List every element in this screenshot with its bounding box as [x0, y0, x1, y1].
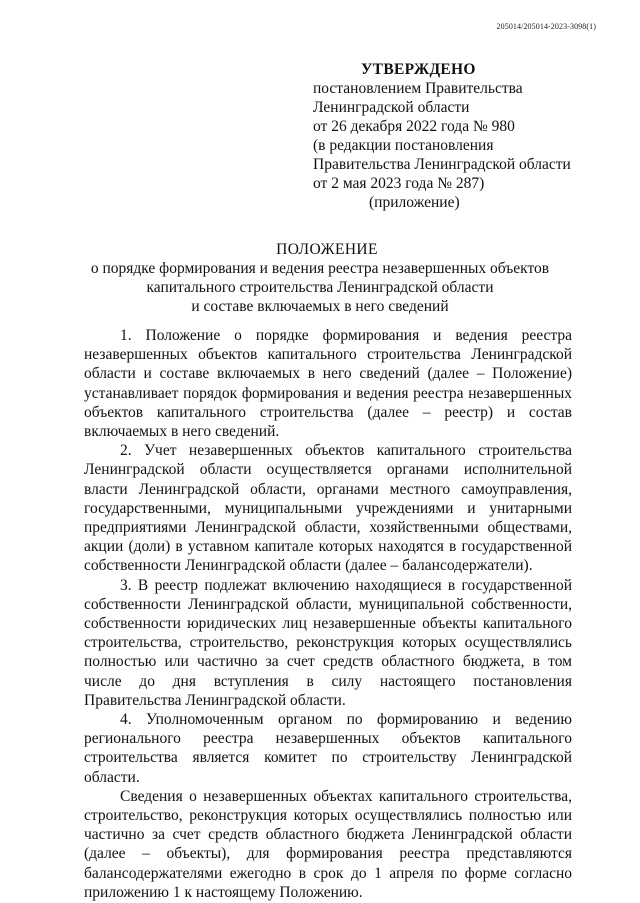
- approval-line: Ленинградской области: [313, 99, 470, 116]
- approval-line: от 2 мая 2023 года № 287): [313, 175, 485, 192]
- paragraph-4: 4. Уполномоченным органом по формированию и ведению регионального реестра незавершенных объектов капитального строительства является комитет по строительству Ленинградской области.: [84, 711, 572, 786]
- paragraph-5: Сведения о незавершенных объектах капитального строительства, строительство, реконструкция которых осуществлялись полностью или частично за счет средств областного бюджета Ленинградской области (далее – объекты), для формирования реестра представляются балансодержателями ежегодно в срок до 1 апреля по форме согласно приложению 1 к настоящему Положению.: [84, 787, 572, 901]
- approval-heading: УТВЕРЖДЕНО: [361, 61, 476, 78]
- document-id: 205014/205014-2023-3098(1): [496, 22, 596, 31]
- paragraph-1: 1. Положение о порядке формирования и ведения реестра незавершенных объектов капитального строительства Ленинградской области и составе включаемых в него сведений (далее – Положение) устанавливает порядок формирования и ведения реестра незавершенных объектов капитального строительства (далее – реестр) и состав включаемых в него сведений.: [84, 327, 572, 441]
- document-body: [84, 326, 572, 902]
- paragraph-3: 3. В реестр подлежат включению находящиеся в государственной собственности Ленинградской области, муниципальной собственности, собственности юридических лиц незавершенные объекты капитального строительства, строительство, реконструкция которых осуществлялись полностью или частично за счет средств областного бюджета, в том числе до дня вступления в силу настоящего постановления Правительства Ленинградской области.: [84, 576, 572, 709]
- approval-line: от 26 декабря 2022 года № 980: [313, 118, 515, 135]
- title-subline: о порядке формирования и ведения реестра незавершенных объектов: [90, 260, 550, 277]
- title-main: ПОЛОЖЕНИЕ: [276, 241, 378, 258]
- title-subline: и составе включаемых в него сведений: [191, 298, 449, 315]
- approval-appendix: (приложение): [369, 194, 460, 211]
- document-title: [0, 240, 640, 316]
- title-subline: капитального строительства Ленинградской области: [146, 279, 494, 296]
- approval-line: Правительства Ленинградской области: [313, 156, 571, 173]
- approval-stamp: [313, 60, 613, 212]
- approval-line: (в редакции постановления: [313, 137, 494, 154]
- approval-line: постановлением Правительства: [313, 80, 523, 97]
- paragraph-2: 2. Учет незавершенных объектов капитального строительства Ленинградской области осуществляется органами исполнительной власти Ленинградской области, органами местного самоуправления, государственными, муниципальными учреждениями и унитарными предприятиями Ленинградской области, хозяйственными обществами, акции (доли) в уставном капитале которых находятся в государственной собственности Ленинградской области (далее – балансодержатели).: [84, 442, 572, 575]
